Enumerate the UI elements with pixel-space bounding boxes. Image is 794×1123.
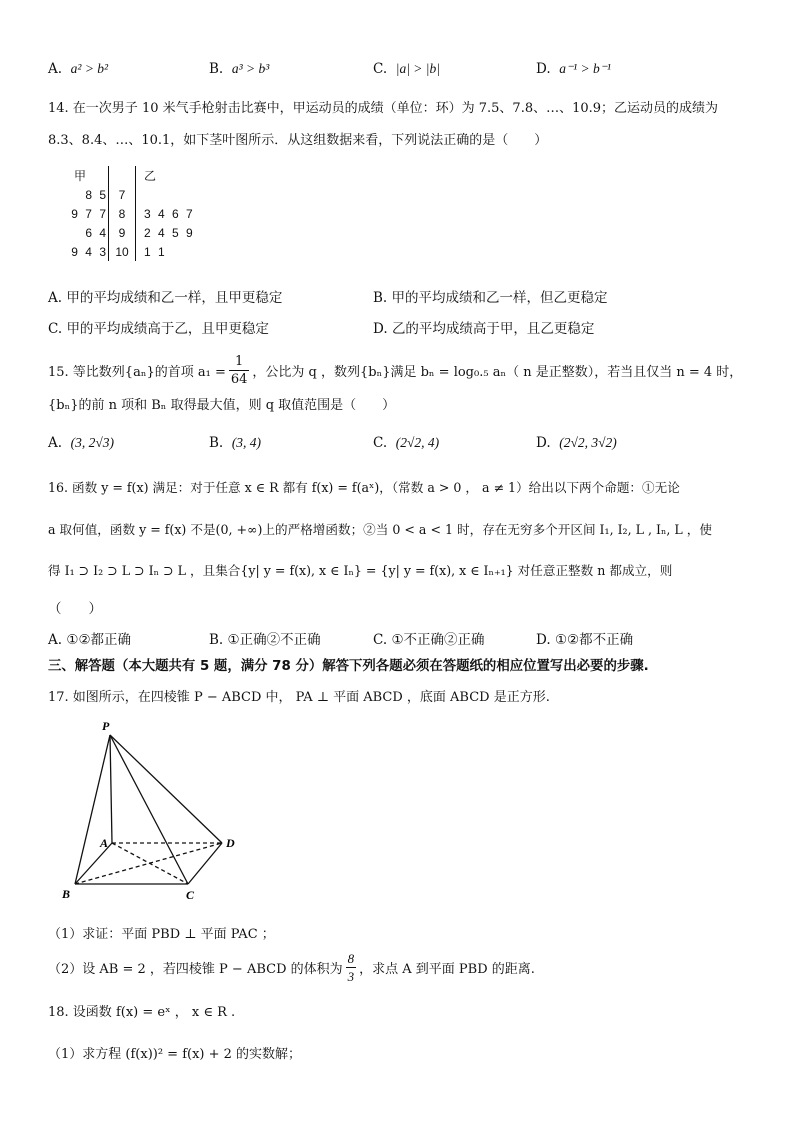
q16-option-b[interactable]: B. ①正确②不正确 <box>209 632 321 648</box>
q14-stem-line2: 8.3、8.4、…、10.1，如下茎叶图所示．从这组数据来看，下列说法正确的是（ ） <box>48 133 548 148</box>
label-c: C <box>186 888 195 902</box>
q15-option-a[interactable]: A. (3, 2√3) <box>48 435 115 451</box>
stemplot-stem: 9 <box>109 223 136 242</box>
stemplot-left-leaves: 6 4 <box>85 225 106 240</box>
stemplot-right-header: 乙 <box>144 169 157 183</box>
q13-option-b[interactable]: B. a³ > b³ <box>209 61 270 77</box>
edge-pd <box>110 735 222 843</box>
edge-pa <box>110 735 112 843</box>
stemplot-left-leaves: 9 7 7 <box>71 206 106 221</box>
pyramid-figure <box>60 716 250 906</box>
q17-part1: （1）求证：平面 PBD ⊥ 平面 PAC ； <box>48 927 275 942</box>
q15-stem-line1 <box>48 353 742 388</box>
stemplot-right-leaves: 3 4 6 7 <box>144 206 193 221</box>
q15-option-c[interactable]: C. (2√2, 4) <box>373 435 440 451</box>
q15-text-a: 15. 等比数列{aₙ}的首项 a₁ = <box>48 365 226 380</box>
q14-stem-line1: 14. 在一次男子 10 米气手枪射击比赛中，甲运动员的成绩（单位：环）为 7.5、7.8、…、10.9；乙运动员的成绩为 <box>48 101 719 116</box>
label-d: D <box>226 836 235 850</box>
q13-option-c[interactable]: C. |a| > |b| <box>373 61 440 77</box>
q15-text-b: ，公比为 q ，数列{bₙ}满足 bₙ = log₀.₅ aₙ（ n 是正整数），若当且仅当 n = 4 时， <box>252 365 743 380</box>
q15-stem-line2: {bₙ}的前 n 项和 Bₙ 取得最大值，则 q 取值范围是（ ） <box>48 398 396 413</box>
q15-option-b[interactable]: B. (3, 4) <box>209 435 262 451</box>
q14-option-c[interactable]: C. 甲的平均成绩高于乙，且甲更稳定 <box>48 321 269 337</box>
q17-part2-text-b: ，求点 A 到平面 PBD 的距离. <box>359 962 535 977</box>
q15-frac-den: 64 <box>230 372 248 387</box>
stemplot-stem: 8 <box>109 204 136 223</box>
q14-option-b[interactable]: B. 甲的平均成绩和乙一样，但乙更稳定 <box>373 290 608 306</box>
q16-stem-line2: a 取何值，函数 y = f(x) 不是(0, +∞)上的严格增函数；②当 0 < a < 1 时，存在无穷多个开区间 I₁, I₂, L , Iₙ, L ，使 <box>48 522 712 537</box>
q17-frac-den: 3 <box>347 969 355 984</box>
q17-stem: 17. 如图所示，在四棱锥 P − ABCD 中， PA ⊥ 平面 ABCD ，底面 ABCD 是正方形. <box>48 690 550 705</box>
stemplot-stem: 10 <box>109 242 136 261</box>
stemplot-stem: 7 <box>109 185 136 204</box>
q16-stem-line4: （ ） <box>48 601 102 617</box>
q15-frac-num: 1 <box>234 354 244 369</box>
q16-stem-line3: 得 I₁ ⊃ I₂ ⊃ L ⊃ Iₙ ⊃ L ，且集合{y| y = f(x), x ∈ Iₙ} = {y| y = f(x), x ∈ Iₙ₊₁} 对任意正整数 n 都成立，则 <box>48 563 673 578</box>
section-3-heading: 三、解答题（本大题共有 5 题，满分 78 分）解答下列各题必须在答题纸的相应位置写出必要的步骤. <box>48 659 649 674</box>
stemplot-left-leaves: 8 5 <box>85 187 106 202</box>
q16-option-c[interactable]: C. ①不正确②正确 <box>373 632 485 648</box>
edge-pc <box>110 735 188 884</box>
edge-bd-dashed <box>75 843 222 884</box>
q18-part1: （1）求方程 (f(x))² = f(x) + 2 的实数解； <box>48 1047 302 1062</box>
q14-option-d[interactable]: D. 乙的平均成绩高于甲，且乙更稳定 <box>373 321 595 337</box>
q14-option-a[interactable]: A. 甲的平均成绩和乙一样，且甲更稳定 <box>48 290 283 306</box>
q17-part2-text-a: （2）设 AB = 2 ，若四棱锥 P − ABCD 的体积为 <box>48 962 343 977</box>
edge-cd <box>188 843 222 884</box>
q18-stem: 18. 设函数 f(x) = eˣ ， x ∈ R . <box>48 1005 236 1020</box>
label-a: A <box>100 836 109 850</box>
q15-fraction <box>229 353 250 388</box>
q13-option-d[interactable]: D. a⁻¹ > b⁻¹ <box>536 61 611 77</box>
edge-pb <box>75 735 110 884</box>
q17-part2 <box>48 950 535 985</box>
q17-fraction <box>346 950 357 985</box>
stemplot-left-header: 甲 <box>73 169 86 183</box>
q16-option-a[interactable]: A. ①②都正确 <box>48 632 132 648</box>
stemplot-right-leaves <box>136 185 217 204</box>
label-b: B <box>62 887 71 901</box>
stem-leaf-plot <box>52 166 216 261</box>
stemplot-right-leaves: 1 1 <box>144 244 165 259</box>
stemplot-right-leaves: 2 4 5 9 <box>144 225 193 240</box>
q16-option-d[interactable]: D. ①②都不正确 <box>536 632 634 648</box>
q15-option-d[interactable]: D. (2√2, 3√2) <box>536 435 617 451</box>
label-p: P <box>102 719 110 733</box>
q16-stem-line1: 16. 函数 y = f(x) 满足：对于任意 x ∈ R 都有 f(x) = f(aˣ)，（常数 a > 0 ， a ≠ 1）给出以下两个命题：①无论 <box>48 480 680 495</box>
stemplot-left-leaves: 9 4 3 <box>71 244 106 259</box>
q13-option-a[interactable]: A. a² > b² <box>48 61 109 77</box>
q17-frac-num: 8 <box>347 951 355 966</box>
